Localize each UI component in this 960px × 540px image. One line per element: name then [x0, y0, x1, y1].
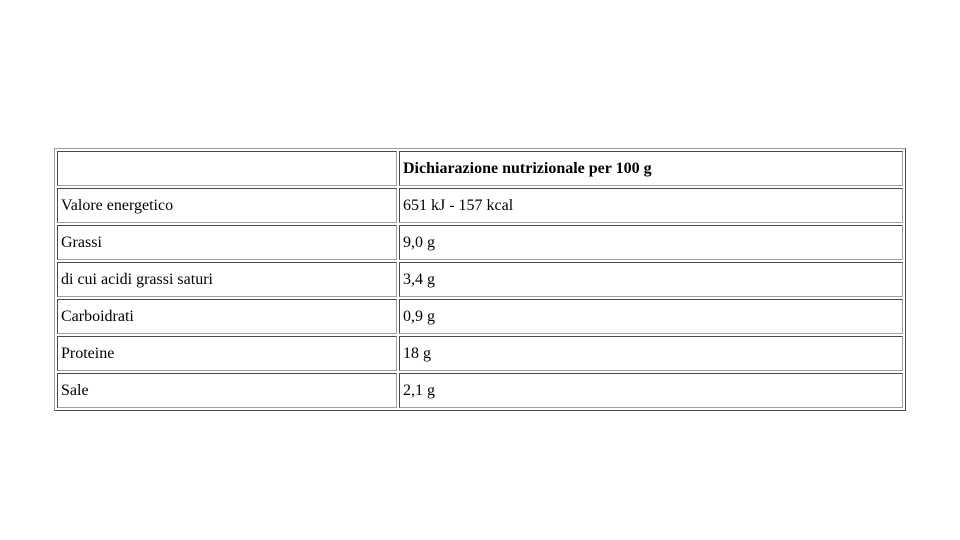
table-row	[57, 225, 903, 260]
table-header-row	[57, 151, 903, 186]
header-title-cell: Dichiarazione nutrizionale per 100 g	[399, 151, 903, 186]
nutrient-value: 651 kJ - 157 kcal	[399, 188, 903, 223]
nutrition-table	[54, 148, 906, 411]
nutrient-value: 3,4 g	[399, 262, 903, 297]
header-empty-cell	[57, 151, 397, 186]
table-row	[57, 188, 903, 223]
nutrient-name: di cui acidi grassi saturi	[57, 262, 397, 297]
table-row	[57, 299, 903, 334]
table-row	[57, 373, 903, 408]
table-row	[57, 336, 903, 371]
nutrient-value: 18 g	[399, 336, 903, 371]
nutrient-name: Proteine	[57, 336, 397, 371]
nutrient-name: Sale	[57, 373, 397, 408]
nutrient-value: 9,0 g	[399, 225, 903, 260]
nutrient-name: Valore energetico	[57, 188, 397, 223]
nutrient-name: Grassi	[57, 225, 397, 260]
table-row	[57, 262, 903, 297]
nutrient-value: 2,1 g	[399, 373, 903, 408]
nutrient-name: Carboidrati	[57, 299, 397, 334]
nutrient-value: 0,9 g	[399, 299, 903, 334]
